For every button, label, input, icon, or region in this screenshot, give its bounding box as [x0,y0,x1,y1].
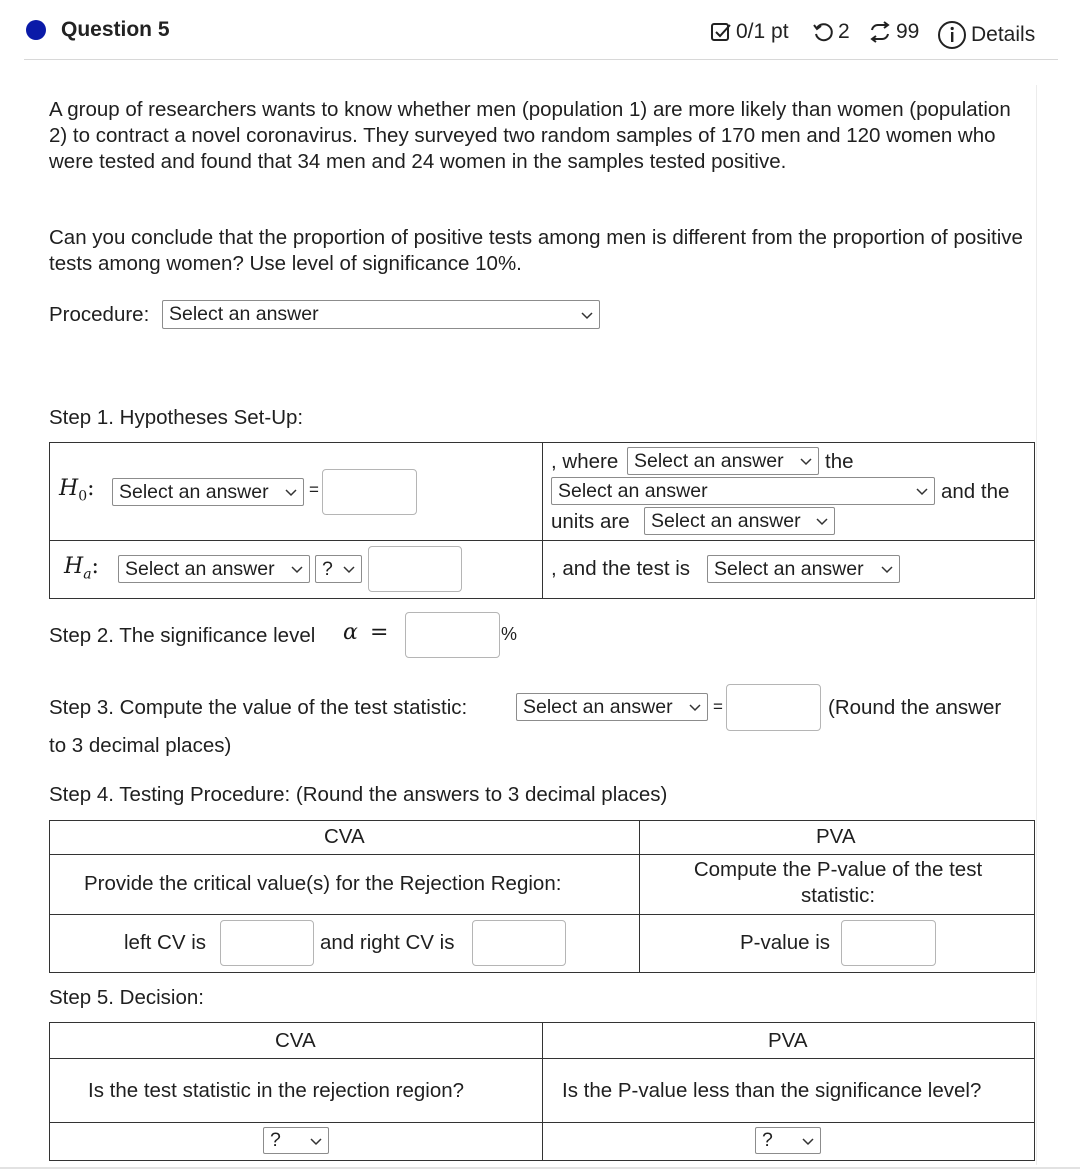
left-cv-label: left CV is [124,931,207,954]
the-text: the [825,450,854,473]
header-divider [24,59,1058,60]
step4-cva-header: CVA [324,825,365,848]
step2-equals: = [370,620,389,645]
h0-letter: H [59,476,79,501]
pvalue-input-cell [640,915,1035,973]
pvalue-label: P-value is [740,931,831,954]
cva-prompt: Provide the critical value(s) for the Rejection Region: [84,872,562,895]
chevron-down-icon [291,563,303,575]
retry-icon [812,21,834,43]
test-statistic-select-value: Select an answer [523,695,673,718]
problem-paragraph-2: Can you conclude that the proportion of positive tests among men is different from the proportion of positive tests among women? Use level of significance 10%. [49,226,1023,275]
significance-level-input[interactable] [405,612,500,658]
pvalue-input[interactable] [841,920,936,966]
chevron-down-icon [343,563,355,575]
attempts-icon [868,21,892,43]
h0-subscript: 0 [78,488,88,505]
retry-count: 2 [838,20,850,43]
units-select[interactable] [644,507,835,535]
chevron-down-icon [816,515,828,527]
where-text: , where [551,450,619,473]
ha-colon: : [91,554,99,579]
pva-decision-question: Is the P-value less than the significance level? [562,1079,982,1102]
details-button[interactable] [937,20,1035,50]
problem-paragraph-1: A group of researchers wants to know whether men (population 1) are more likely than women (population 2) to contract a novel coronavirus. They surveyed two random samples of 170 men and 120 women who were tested and found that 34 men and 24 women in the samples tested positive. [49,98,1011,173]
parameter-description-select[interactable] [551,477,935,505]
points-text: 0/1 pt [736,20,789,43]
cva-decision-select-value: ? [270,1129,281,1151]
step5-pva-header: PVA [768,1029,808,1052]
test-statistic-input[interactable] [726,684,821,731]
test-type-select[interactable] [707,555,900,583]
where-select-value: Select an answer [634,449,784,472]
step1-title: Step 1. Hypotheses Set-Up: [49,406,304,429]
h0-parameter-select-value: Select an answer [119,480,269,503]
and-the-text: and the [941,480,1010,503]
info-icon [937,20,967,50]
step3-round-note: (Round the answer [828,696,1002,719]
details-label: Details [971,23,1036,46]
ha-parameter-select-value: Select an answer [125,557,275,580]
right-cv-label: and right CV is [320,931,455,954]
percent-sign: % [501,624,518,644]
ha-value-input[interactable] [368,546,462,592]
test-type-text: , and the test is [551,557,691,580]
chevron-down-icon [581,309,593,321]
pva-decision-select-value: ? [762,1129,773,1151]
step3-round-note-cont: to 3 decimal places) [49,734,232,757]
procedure-select-value: Select an answer [169,303,319,325]
test-statistic-select[interactable] [516,693,708,721]
retry-indicator [812,20,850,44]
ha-parameter-select[interactable] [118,555,310,583]
right-cv-input[interactable] [472,920,566,966]
chevron-down-icon [310,1135,322,1147]
ha-operator-select-value: ? [322,557,333,580]
attempts-count: 99 [896,20,920,43]
procedure-label: Procedure: [49,303,150,326]
alpha-symbol: α [343,620,358,645]
pva-decision-select[interactable] [755,1127,821,1154]
chevron-down-icon [916,485,928,497]
question-title: Question 5 [61,18,170,41]
bottom-divider [0,1167,1080,1169]
test-type-select-value: Select an answer [714,557,864,580]
step2-title: Step 2. The significance level [49,624,316,647]
ha-subscript: a [83,566,92,583]
step5-cva-header: CVA [275,1029,316,1052]
pva-prompt-line2: statistic: [800,884,876,907]
left-cv-input[interactable] [220,920,314,966]
cva-decision-select[interactable] [263,1127,329,1154]
chevron-down-icon [689,701,701,713]
attempts-indicator [868,20,919,44]
step5-title: Step 5. Decision: [49,986,204,1009]
content-right-border [1036,85,1037,1165]
ha-operator-select[interactable] [315,555,362,583]
units-select-value: Select an answer [651,509,801,532]
step3-equals: = [713,697,723,716]
chevron-down-icon [881,563,893,575]
procedure-select[interactable] [162,300,600,329]
question-status-dot [26,20,46,40]
ha-letter: H [64,554,84,579]
checkbox-icon [710,21,732,43]
h0-symbol [59,476,95,504]
h0-parameter-select[interactable] [112,478,304,506]
ha-symbol [64,554,99,582]
h0-value-input[interactable] [322,469,417,515]
chevron-down-icon [800,455,812,467]
step3-title: Step 3. Compute the value of the test statistic: [49,696,468,719]
where-select[interactable] [627,447,819,475]
pva-prompt-line1: Compute the P-value of the test [693,858,983,881]
step4-title: Step 4. Testing Procedure: (Round the answers to 3 decimal places) [49,783,668,806]
points-indicator [710,20,789,44]
chevron-down-icon [802,1135,814,1147]
parameter-description-select-value: Select an answer [558,479,708,502]
h0-colon: : [87,476,95,501]
step4-pva-header: PVA [816,825,856,848]
cva-decision-question: Is the test statistic in the rejection region? [88,1079,465,1102]
units-text: units are [551,510,630,533]
h0-equals: = [309,480,319,499]
chevron-down-icon [285,486,297,498]
